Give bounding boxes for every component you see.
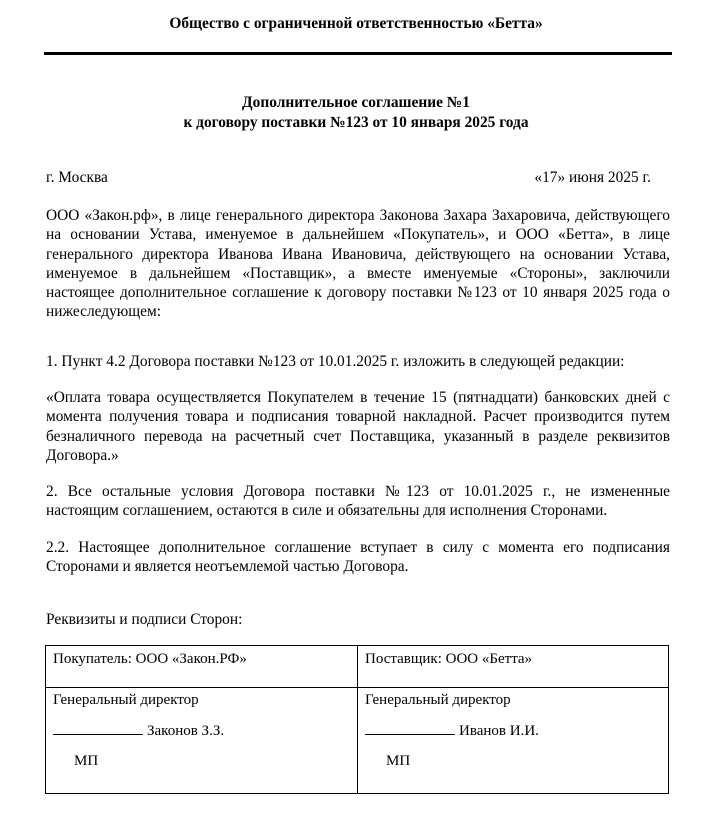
buyer-signature-cell <box>46 688 358 794</box>
requisites-heading: Реквизиты и подписи Сторон: <box>46 611 243 628</box>
supplier-signatory-name: Иванов И.И. <box>459 723 539 739</box>
preamble-paragraph: ООО «Закон.рф», в лице генерального директора Законова Захара Захаровича, действующего на основании Устава, именуемое в дальнейшем «Покупатель», и ООО «Бетта», в лице генерального директора Иванова Ивана Ивановича, действующего на основании Устава, именуемое в дальнейшем «Поставщик», а вместе именуемые «Стороны», заключили настоящее дополнительное соглашение к договору поставки №123 от 10 января 2025 года о нижеследующем: <box>46 207 670 321</box>
supplier-signature-line <box>365 721 661 740</box>
buyer-signature-line <box>53 721 350 740</box>
buyer-party-cell <box>46 646 358 688</box>
supplier-stamp: МП <box>386 753 411 769</box>
buyer-position: Генеральный директор <box>53 692 199 708</box>
signatures-table <box>45 645 669 794</box>
place-of-signing: г. Москва <box>46 169 108 186</box>
document-subtitle: к договору поставки №123 от 10 января 2025 года <box>183 114 529 131</box>
supplier-party: Поставщик: ООО «Бетта» <box>365 651 533 667</box>
supplier-signature-cell <box>358 688 669 794</box>
signature-blank <box>365 721 455 735</box>
buyer-stamp: МП <box>74 753 99 769</box>
supplier-position: Генеральный директор <box>365 692 511 708</box>
signature-blank <box>53 721 143 735</box>
clause-1-quote: «Оплата товара осуществляется Покупателем в течение 15 (пятнадцати) банковских дней с момента получения товара и подписания товарной накладной. Расчет производится путем безналичного перевода на расчетный счет Поставщика, указанный в разделе реквизитов Договора.» <box>46 389 670 464</box>
clause-2: 2. Все остальные условия Договора поставки №123 от 10.01.2025 г., не измененные настоящим соглашением, остаются в силе и обязательны для исполнения Сторонами. <box>46 483 670 520</box>
organization-header: Общество с ограниченной ответственностью «Бетта» <box>169 15 543 32</box>
clause-2-2: 2.2. Настоящее дополнительное соглашение вступает в силу с момента его подписания Сторонами и является неотъемлемой частью Договора. <box>46 539 670 576</box>
buyer-signatory-name: Законов З.З. <box>147 723 225 739</box>
supplier-party-cell <box>358 646 669 688</box>
document-date: «17» июня 2025 г. <box>534 169 651 186</box>
header-rule <box>44 52 672 55</box>
document-title: Дополнительное соглашение №1 <box>242 94 470 111</box>
clause-1: 1. Пункт 4.2 Договора поставки №123 от 10.01.2025 г. изложить в следующей редакции: <box>46 353 625 370</box>
buyer-party: Покупатель: ООО «Закон.РФ» <box>53 651 247 667</box>
